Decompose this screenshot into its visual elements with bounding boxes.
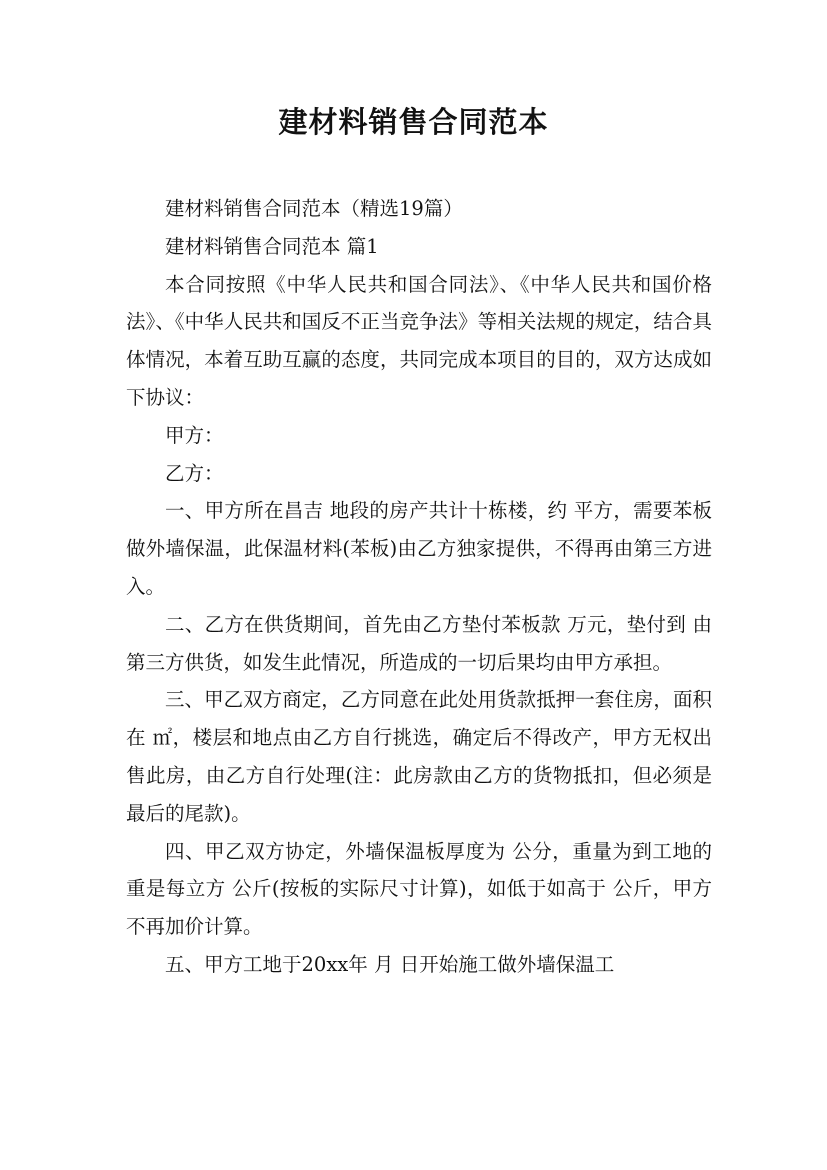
- paragraph-preamble: 本合同按照《中华人民共和国合同法》、《中华人民共和国价格法》、《中华人民共和国反不正当竞争法》等相关法规的规定，结合具体情况，本着互助互赢的态度，共同完成本项目的目的，双方达成如下协议：: [126, 272, 712, 409]
- paragraph-party-a: 甲方：: [165, 423, 224, 447]
- paragraph-clause-2: 二、乙方在供货期间，首先由乙方垫付苯板款 万元，垫付到 由第三方供货，如发生此情况，所造成的一切后果均由甲方承担。: [126, 612, 712, 674]
- paragraph-clause-4: 四、甲乙双方协定，外墙保温板厚度为 公分，重量为到工地的重是每立方 公斤(按板的实际尺寸计算)，如低于如高于 公斤，甲方不再加价计算。: [126, 839, 712, 939]
- paragraph-clause-3: 三、甲乙双方商定，乙方同意在此处用货款抵押一套住房，面积在 ㎡，楼层和地点由乙方自行挑选，确定后不得改产，甲方无权出售此房，由乙方自行处理(注：此房款由乙方的货物抵扣，但必须是最后的尾款)。: [126, 688, 712, 825]
- document-body: [126, 190, 712, 984]
- document-title: 建材料销售合同范本: [278, 105, 549, 139]
- paragraph-subtitle: 建材料销售合同范本（精选19篇）: [165, 197, 463, 220]
- paragraph-section-heading: 建材料销售合同范本 篇1: [165, 234, 379, 258]
- paragraph-clause-5: 五、甲方工地于20xx年 月 日开始施工做外墙保温工: [165, 952, 615, 976]
- paragraph-party-b: 乙方：: [165, 461, 224, 485]
- paragraph-clause-1: 一、甲方所在昌吉 地段的房产共计十栋楼，约 平方，需要苯板做外墙保温，此保温材料(苯板)由乙方独家提供，不得再由第三方进入。: [126, 499, 712, 598]
